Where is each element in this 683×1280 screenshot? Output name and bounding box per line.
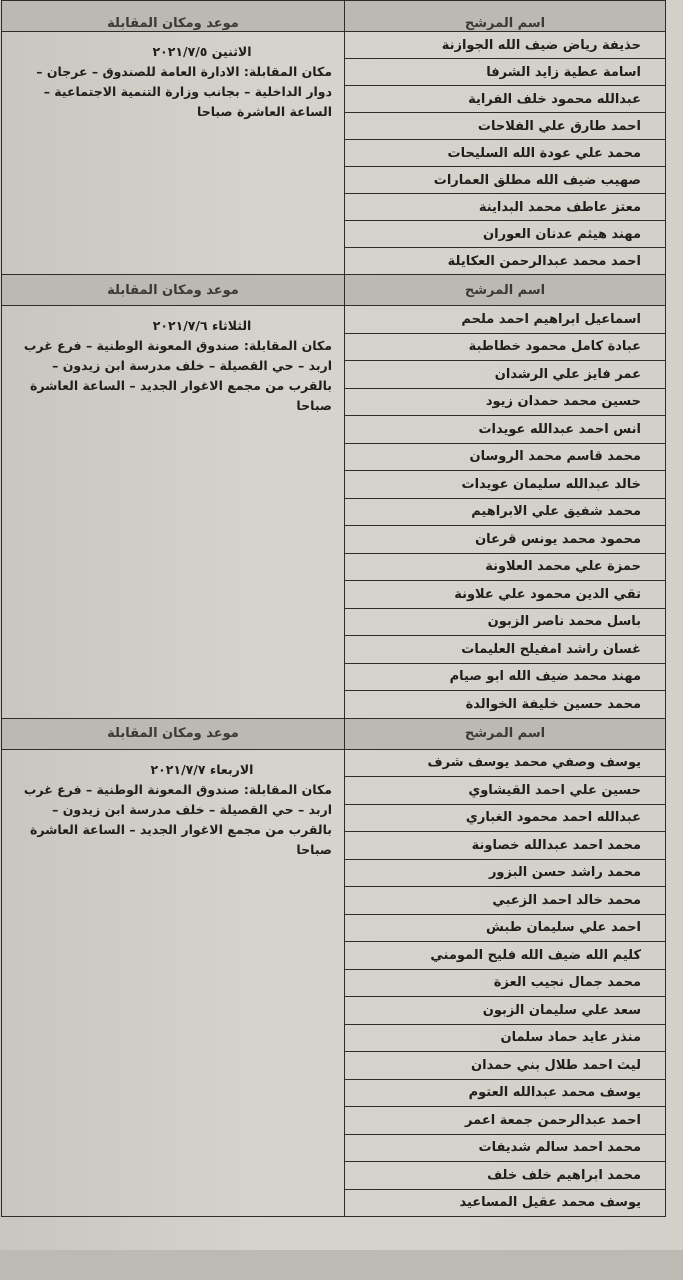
interview-date: الاربعاء ٢٠٢١/٧/٧ xyxy=(150,761,254,777)
header-interview-schedule: موعد ومكان المقابلة xyxy=(2,718,345,749)
interview-date: الاثنين ٢٠٢١/٧/٥ xyxy=(152,44,252,59)
candidate-row xyxy=(2,749,666,777)
header-interview-schedule: موعد ومكان المقابلة xyxy=(2,275,345,306)
candidate-name: ليث احمد طلال بني حمدان xyxy=(345,1052,666,1080)
candidate-name: محمد ابراهيم خلف خلف xyxy=(345,1162,666,1190)
section-header-row xyxy=(2,718,666,749)
candidate-name: حسين علي احمد القيشاوي xyxy=(345,777,666,805)
candidate-name: محمد علي عودة الله السليحات xyxy=(345,140,666,167)
candidate-name: محمد جمال نجيب العزة xyxy=(345,969,666,997)
candidate-name: احمد طارق علي الفلاحات xyxy=(345,113,666,140)
candidate-name: عمر فايز علي الرشدان xyxy=(345,361,666,389)
header-candidate-name: اسم المرشح xyxy=(345,275,666,306)
candidate-row xyxy=(2,306,666,334)
candidate-name: يوسف وصفي محمد يوسف شرف xyxy=(345,749,666,777)
candidate-name: يوسف محمد عقيل المساعيد xyxy=(345,1189,666,1217)
interview-location: مكان المقابلة: الادارة العامة للصندوق – عرجان – دوار الداخلية – بجانب وزارة التنمية الاجتماعية – الساعة العاشرة صباحا xyxy=(36,64,332,119)
candidate-name: محمد احمد عبدالله خصاونة xyxy=(345,832,666,860)
candidate-name: منذر عايد حماد سلمان xyxy=(345,1024,666,1052)
candidate-name: سعد علي سليمان الزبون xyxy=(345,997,666,1025)
candidate-name: عبدالله محمود خلف الفراية xyxy=(345,86,666,113)
section-header-row xyxy=(2,1,666,32)
header-candidate-name: اسم المرشح xyxy=(345,1,666,32)
candidate-name: باسل محمد ناصر الزبون xyxy=(345,608,666,636)
candidate-row xyxy=(2,32,666,59)
candidate-name: مهند محمد ضيف الله ابو صيام xyxy=(345,663,666,691)
candidate-name: محمد شفيق علي الابراهيم xyxy=(345,498,666,526)
candidate-name: خالد عبدالله سليمان عويدات xyxy=(345,471,666,499)
interview-date: الثلاثاء ٢٠٢١/٧/٦ xyxy=(152,318,252,333)
candidate-name: احمد محمد عبدالرحمن العكايلة xyxy=(345,248,666,275)
page-bottom-edge xyxy=(0,1250,683,1280)
header-interview-schedule: موعد ومكان المقابلة xyxy=(2,1,345,32)
candidate-name: محمد خالد احمد الزعبي xyxy=(345,887,666,915)
candidate-name: معتز عاطف محمد البداينة xyxy=(345,194,666,221)
candidate-name: حذيفة رياض ضيف الله الجوازنة xyxy=(345,32,666,59)
interview-details-cell xyxy=(2,749,345,1217)
candidate-name: حمزة علي محمد العلاونة xyxy=(345,553,666,581)
candidate-name: محمود محمد يونس قرعان xyxy=(345,526,666,554)
candidate-name: مهند هيثم عدنان العوران xyxy=(345,221,666,248)
section-header-row xyxy=(2,275,666,306)
candidate-name: احمد عبدالرحمن جمعة اعمر xyxy=(345,1107,666,1135)
interview-location: مكان المقابلة: صندوق المعونة الوطنية – فرع غرب اربد – حي القصيلة – خلف مدرسة ابن زيدون – بالقرب من مجمع الاغوار الجديد – الساعة العاشرة صباحا xyxy=(23,338,332,413)
candidate-name: صهيب ضيف الله مطلق العمارات xyxy=(345,167,666,194)
interview-details-cell xyxy=(2,306,345,719)
candidate-name: محمد حسين خليفة الخوالدة xyxy=(345,691,666,719)
header-candidate-name: اسم المرشح xyxy=(345,718,666,749)
candidate-name: اسامة عطية زايد الشرفا xyxy=(345,59,666,86)
candidate-name: محمد احمد سالم شديفات xyxy=(345,1134,666,1162)
candidate-name: يوسف محمد عبدالله العتوم xyxy=(345,1079,666,1107)
candidate-name: غسان راشد امفيلح العليمات xyxy=(345,636,666,664)
candidate-name: تقي الدين محمود علي علاونة xyxy=(345,581,666,609)
interview-schedule-sheet xyxy=(2,0,666,1250)
candidate-name: احمد علي سليمان طبش xyxy=(345,914,666,942)
interview-details-cell xyxy=(2,32,345,275)
candidate-name: محمد قاسم محمد الروسان xyxy=(345,443,666,471)
candidate-name: حسين محمد حمدان زيود xyxy=(345,388,666,416)
candidate-name: عبدالله احمد محمود الغباري xyxy=(345,804,666,832)
interview-schedule-table xyxy=(1,0,666,1217)
candidate-name: محمد راشد حسن البزور xyxy=(345,859,666,887)
candidate-name: انس احمد عبدالله عويدات xyxy=(345,416,666,444)
candidate-name: عبادة كامل محمود خطاطبة xyxy=(345,333,666,361)
interview-location: مكان المقابلة: صندوق المعونة الوطنية – فرع غرب اربد – حي القصيلة – خلف مدرسة ابن زيدون – بالقرب من مجمع الاغوار الجديد – الساعة العاشرة صباحا xyxy=(23,781,332,857)
candidate-name: كليم الله ضيف الله فليح المومني xyxy=(345,942,666,970)
candidate-name: اسماعيل ابراهيم احمد ملحم xyxy=(345,306,666,334)
